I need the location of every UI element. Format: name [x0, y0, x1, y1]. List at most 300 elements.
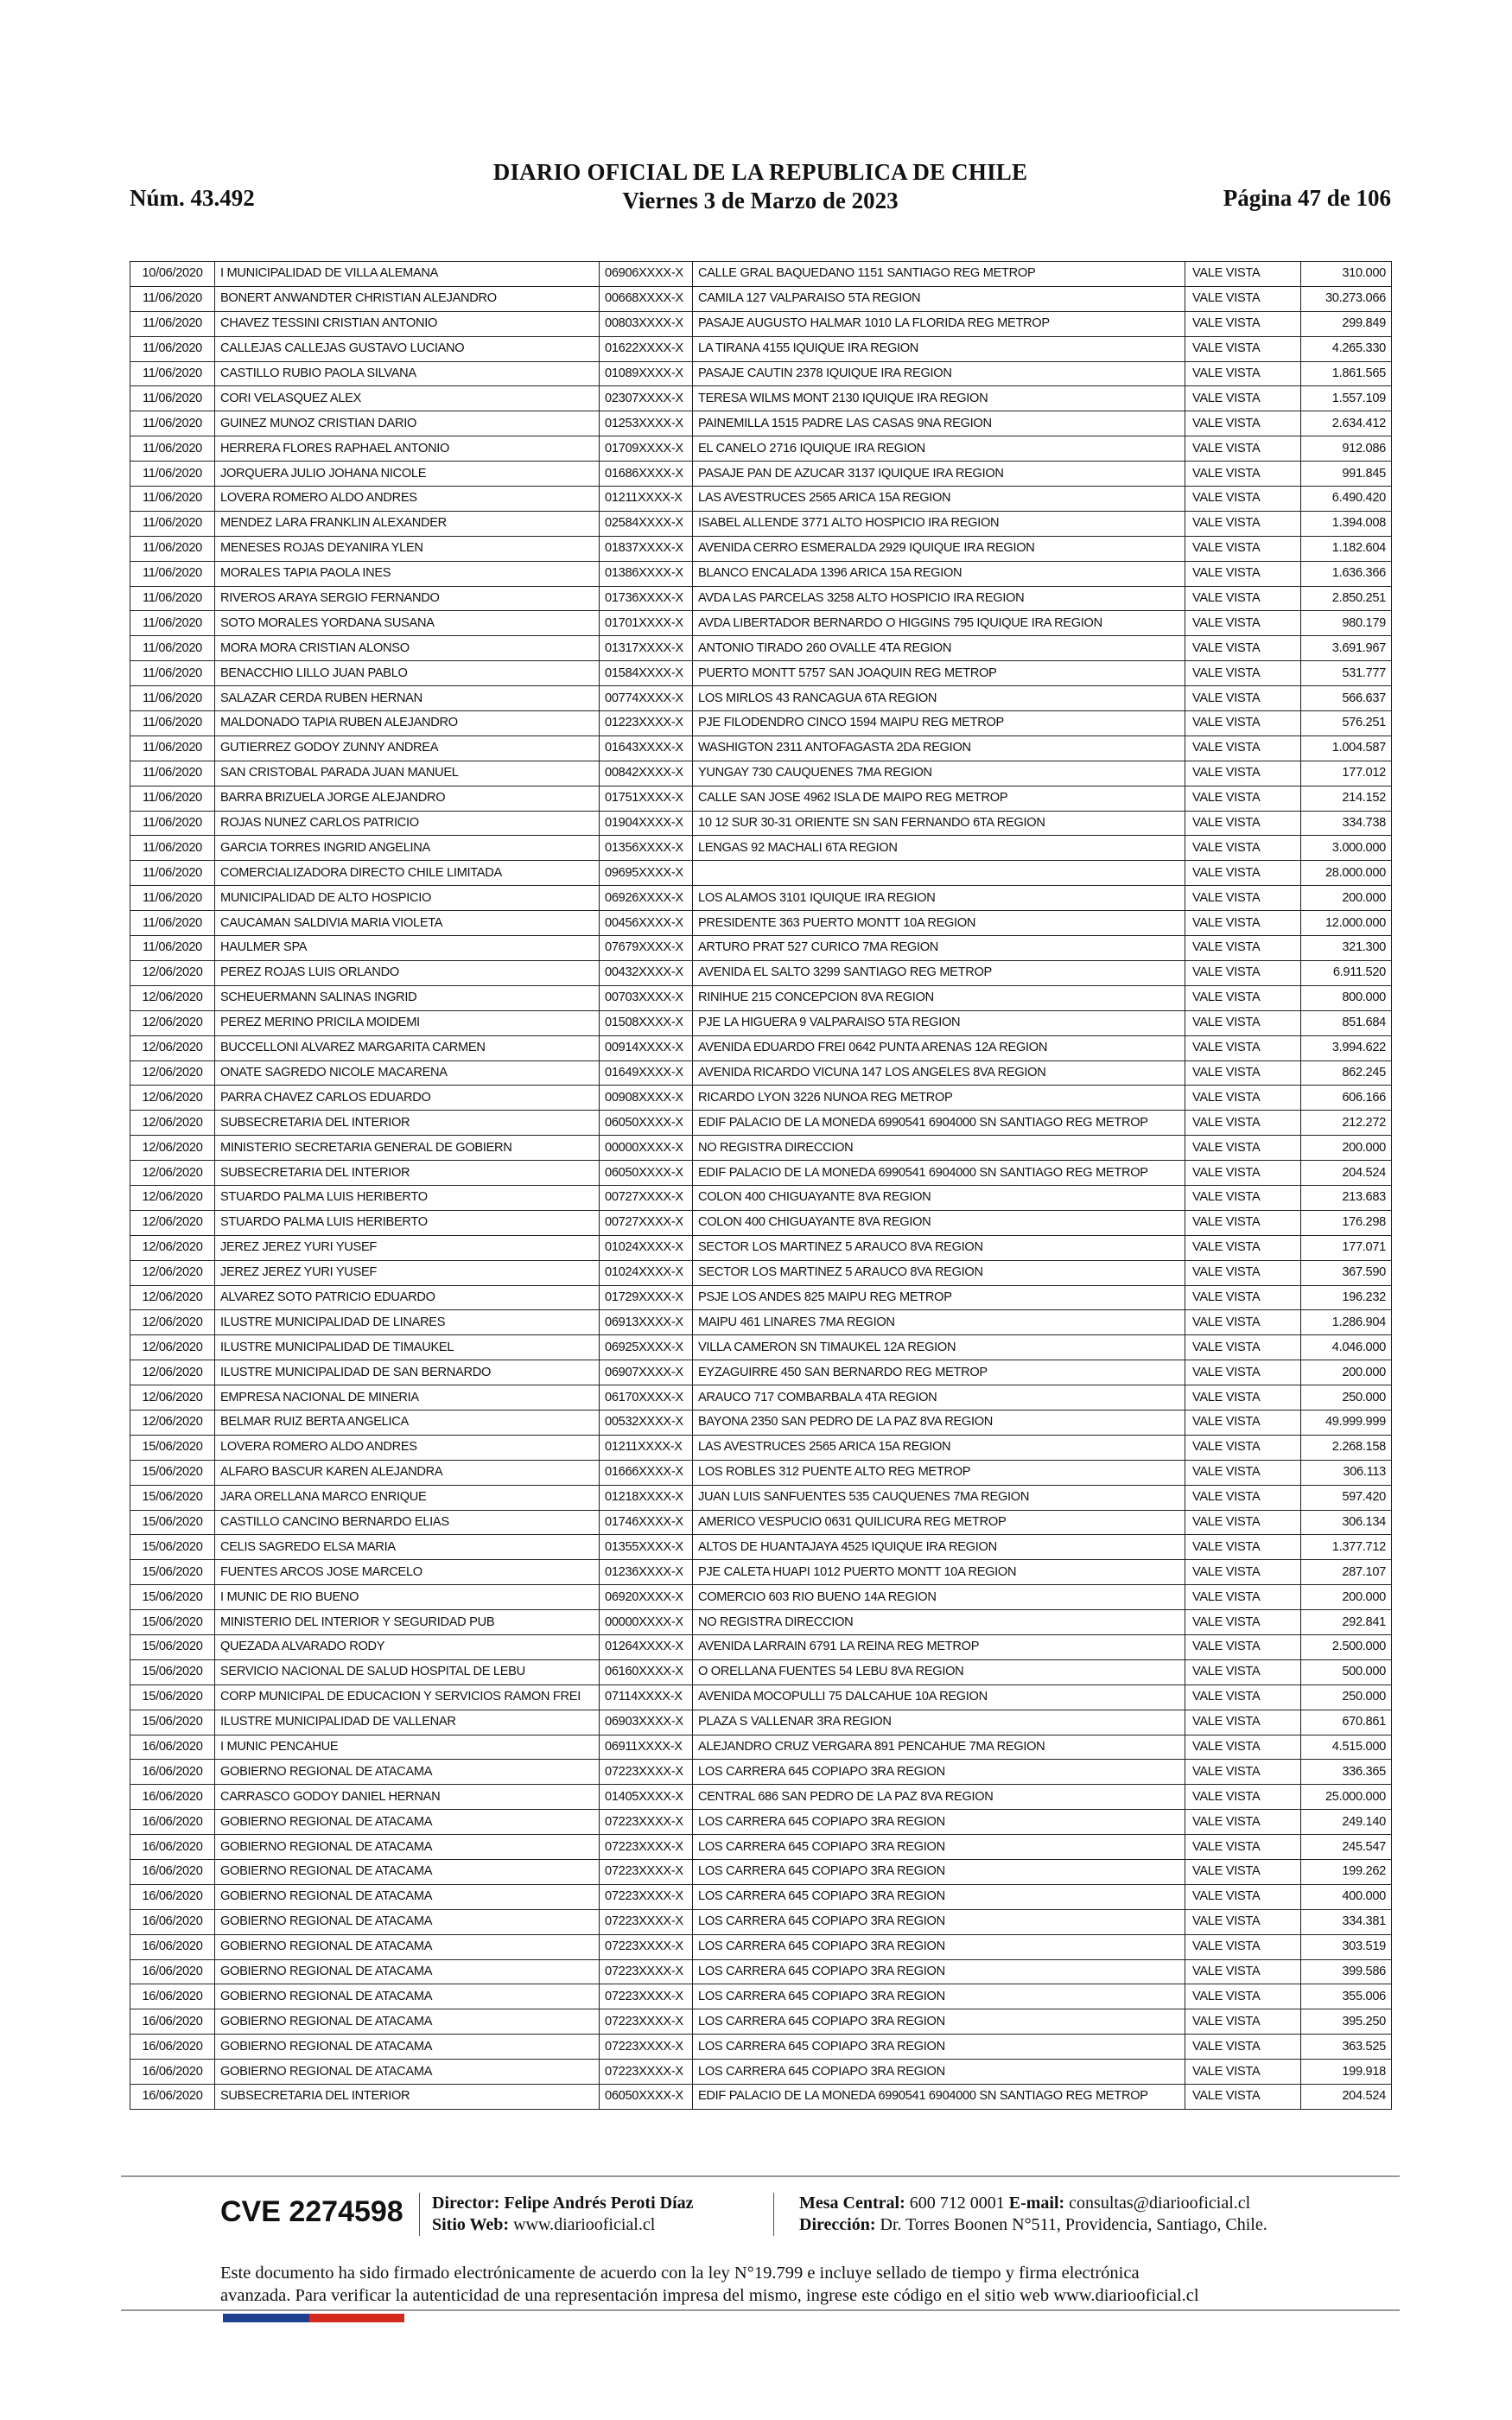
rut-cell: 01024XXXX-X: [600, 1235, 693, 1260]
payee-name-cell: GOBIERNO REGIONAL DE ATACAMA: [215, 1810, 600, 1835]
address-cell: ARTURO PRAT 527 CURICO 7MA REGION: [693, 936, 1185, 961]
table-row: [130, 2085, 1392, 2110]
table-row: [130, 336, 1392, 361]
address-cell: LOS CARRERA 645 COPIAPO 3RA REGION: [693, 1934, 1185, 1959]
payment-method-cell: VALE VISTA: [1185, 262, 1301, 287]
payment-method-cell: VALE VISTA: [1185, 611, 1301, 636]
amount-cell: 851.684: [1301, 1010, 1392, 1035]
table-row: [130, 985, 1392, 1010]
payment-method-cell: VALE VISTA: [1185, 1710, 1301, 1735]
flag-stripe-blue: [223, 2314, 309, 2322]
date-cell: 12/06/2020: [130, 985, 215, 1010]
table-row: [130, 761, 1392, 786]
date-cell: 11/06/2020: [130, 686, 215, 711]
amount-cell: 25.000.000: [1301, 1785, 1392, 1810]
payment-method-cell: VALE VISTA: [1185, 1410, 1301, 1435]
rut-cell: 02307XXXX-X: [600, 386, 693, 411]
issue-number: Núm. 43.492: [130, 185, 255, 211]
rut-cell: 06906XXXX-X: [600, 262, 693, 287]
rut-cell: 01584XXXX-X: [600, 661, 693, 686]
payee-name-cell: ILUSTRE MUNICIPALIDAD DE SAN BERNARDO: [215, 1360, 600, 1385]
amount-cell: 200.000: [1301, 1136, 1392, 1161]
address-cell: LAS AVESTRUCES 2565 ARICA 15A REGION: [693, 1435, 1185, 1460]
payment-method-cell: VALE VISTA: [1185, 1909, 1301, 1934]
address-cell: LENGAS 92 MACHALI 6TA REGION: [693, 836, 1185, 861]
rut-cell: 01405XXXX-X: [600, 1785, 693, 1810]
date-cell: 11/06/2020: [130, 487, 215, 512]
address-cell: [693, 861, 1185, 886]
payment-method-cell: VALE VISTA: [1185, 1086, 1301, 1111]
date-cell: 11/06/2020: [130, 761, 215, 786]
payee-name-cell: I MUNIC DE RIO BUENO: [215, 1585, 600, 1610]
address-cell: LOS ROBLES 312 PUENTE ALTO REG METROP: [693, 1460, 1185, 1485]
date-cell: 12/06/2020: [130, 960, 215, 985]
table-row: [130, 636, 1392, 661]
rut-cell: 01356XXXX-X: [600, 836, 693, 861]
amount-cell: 3.994.622: [1301, 1035, 1392, 1060]
payee-name-cell: ILUSTRE MUNICIPALIDAD DE TIMAUKEL: [215, 1335, 600, 1360]
cve-code: CVE 2274598: [220, 2195, 403, 2228]
address-cell: ANTONIO TIRADO 260 OVALLE 4TA REGION: [693, 636, 1185, 661]
date-cell: 11/06/2020: [130, 911, 215, 936]
footer-top-rule: [121, 2175, 1400, 2177]
payment-method-cell: VALE VISTA: [1185, 1959, 1301, 1984]
table-row: [130, 1884, 1392, 1909]
table-row: [130, 1210, 1392, 1235]
payee-name-cell: BELMAR RUIZ BERTA ANGELICA: [215, 1410, 600, 1435]
rut-cell: 01211XXXX-X: [600, 1435, 693, 1460]
payee-name-cell: COMERCIALIZADORA DIRECTO CHILE LIMITADA: [215, 861, 600, 886]
payment-method-cell: VALE VISTA: [1185, 1185, 1301, 1210]
table-row: [130, 1460, 1392, 1485]
amount-cell: 395.250: [1301, 2009, 1392, 2035]
payment-method-cell: VALE VISTA: [1185, 586, 1301, 611]
payment-method-cell: VALE VISTA: [1185, 1010, 1301, 1035]
amount-cell: 177.071: [1301, 1235, 1392, 1260]
date-cell: 11/06/2020: [130, 936, 215, 961]
payment-method-cell: VALE VISTA: [1185, 561, 1301, 586]
payment-method-cell: VALE VISTA: [1185, 2060, 1301, 2085]
rut-cell: 06160XXXX-X: [600, 1659, 693, 1684]
address-cell: EDIF PALACIO DE LA MONEDA 6990541 6904000 SN SANTIAGO REG METROP: [693, 2085, 1185, 2110]
amount-cell: 597.420: [1301, 1485, 1392, 1510]
amount-cell: 1.377.712: [1301, 1535, 1392, 1560]
payment-method-cell: VALE VISTA: [1185, 1835, 1301, 1860]
date-cell: 15/06/2020: [130, 1460, 215, 1485]
payee-name-cell: GUINEZ MUNOZ CRISTIAN DARIO: [215, 411, 600, 436]
payment-method-cell: VALE VISTA: [1185, 1310, 1301, 1335]
rut-cell: 07223XXXX-X: [600, 1810, 693, 1835]
address-cell: CAMILA 127 VALPARAISO 5TA REGION: [693, 286, 1185, 311]
payment-method-cell: VALE VISTA: [1185, 1884, 1301, 1909]
payee-name-cell: I MUNICIPALIDAD DE VILLA ALEMANA: [215, 262, 600, 287]
date-cell: 15/06/2020: [130, 1560, 215, 1585]
amount-cell: 334.738: [1301, 811, 1392, 836]
rut-cell: 06913XXXX-X: [600, 1310, 693, 1335]
table-row: [130, 1610, 1392, 1635]
payee-name-cell: SUBSECRETARIA DEL INTERIOR: [215, 2085, 600, 2110]
rut-cell: 01253XXXX-X: [600, 411, 693, 436]
amount-cell: 306.113: [1301, 1460, 1392, 1485]
amount-cell: 177.012: [1301, 761, 1392, 786]
payee-name-cell: BONERT ANWANDTER CHRISTIAN ALEJANDRO: [215, 286, 600, 311]
table-row: [130, 561, 1392, 586]
date-cell: 16/06/2020: [130, 2060, 215, 2085]
table-row: [130, 1710, 1392, 1735]
rut-cell: 00456XXXX-X: [600, 911, 693, 936]
table-row: [130, 1659, 1392, 1684]
payee-name-cell: BUCCELLONI ALVAREZ MARGARITA CARMEN: [215, 1035, 600, 1060]
table-row: [130, 411, 1392, 436]
payee-name-cell: RIVEROS ARAYA SERGIO FERNANDO: [215, 586, 600, 611]
amount-cell: 199.262: [1301, 1860, 1392, 1885]
payee-name-cell: GOBIERNO REGIONAL DE ATACAMA: [215, 1884, 600, 1909]
payee-name-cell: CASTILLO RUBIO PAOLA SILVANA: [215, 361, 600, 386]
payment-method-cell: VALE VISTA: [1185, 736, 1301, 761]
amount-cell: 576.251: [1301, 711, 1392, 736]
legal-line: Este documento ha sido firmado electrónicamente de acuerdo con la ley N°19.799 e incluye sellado de tiempo y firma electrónica: [220, 2264, 1140, 2283]
table-row: [130, 262, 1392, 287]
address-cell: LOS CARRERA 645 COPIAPO 3RA REGION: [693, 1760, 1185, 1785]
address-cell: WASHIGTON 2311 ANTOFAGASTA 2DA REGION: [693, 736, 1185, 761]
table-row: [130, 1510, 1392, 1535]
payment-method-cell: VALE VISTA: [1185, 1210, 1301, 1235]
table-row: [130, 1684, 1392, 1710]
date-cell: 11/06/2020: [130, 361, 215, 386]
amount-cell: 991.845: [1301, 462, 1392, 487]
amount-cell: 2.850.251: [1301, 586, 1392, 611]
masthead: [130, 159, 1391, 214]
table-row: [130, 1235, 1392, 1260]
payment-method-cell: VALE VISTA: [1185, 786, 1301, 811]
address-cell: AVENIDA EDUARDO FREI 0642 PUNTA ARENAS 12A REGION: [693, 1035, 1185, 1060]
payee-name-cell: SAN CRISTOBAL PARADA JUAN MANUEL: [215, 761, 600, 786]
payee-name-cell: PEREZ ROJAS LUIS ORLANDO: [215, 960, 600, 985]
payment-method-cell: VALE VISTA: [1185, 1260, 1301, 1285]
rut-cell: 01386XXXX-X: [600, 561, 693, 586]
date-cell: 11/06/2020: [130, 786, 215, 811]
payment-method-cell: VALE VISTA: [1185, 1560, 1301, 1585]
payee-name-cell: CELIS SAGREDO ELSA MARIA: [215, 1535, 600, 1560]
payee-name-cell: SERVICIO NACIONAL DE SALUD HOSPITAL DE LEBU: [215, 1659, 600, 1684]
amount-cell: 30.273.066: [1301, 286, 1392, 311]
rut-cell: 01904XXXX-X: [600, 811, 693, 836]
table-row: [130, 1285, 1392, 1310]
address-label: Dirección:: [799, 2215, 876, 2234]
amount-cell: 399.586: [1301, 1959, 1392, 1984]
rut-cell: 06925XXXX-X: [600, 1335, 693, 1360]
rut-cell: 07223XXXX-X: [600, 1860, 693, 1885]
date-cell: 16/06/2020: [130, 1934, 215, 1959]
payment-method-cell: VALE VISTA: [1185, 1136, 1301, 1161]
amount-cell: 4.046.000: [1301, 1335, 1392, 1360]
table-row: [130, 586, 1392, 611]
rut-cell: 06920XXXX-X: [600, 1585, 693, 1610]
table-row: [130, 836, 1392, 861]
payment-method-cell: VALE VISTA: [1185, 1161, 1301, 1186]
table-row: [130, 462, 1392, 487]
payee-name-cell: STUARDO PALMA LUIS HERIBERTO: [215, 1210, 600, 1235]
payee-name-cell: GOBIERNO REGIONAL DE ATACAMA: [215, 1860, 600, 1885]
address-cell: ARAUCO 717 COMBARBALA 4TA REGION: [693, 1385, 1185, 1411]
amount-cell: 303.519: [1301, 1934, 1392, 1959]
payee-name-cell: BARRA BRIZUELA JORGE ALEJANDRO: [215, 786, 600, 811]
amount-cell: 670.861: [1301, 1710, 1392, 1735]
payment-method-cell: VALE VISTA: [1185, 1485, 1301, 1510]
payee-name-cell: CASTILLO CANCINO BERNARDO ELIAS: [215, 1510, 600, 1535]
payment-method-cell: VALE VISTA: [1185, 487, 1301, 512]
amount-cell: 249.140: [1301, 1810, 1392, 1835]
payment-method-cell: VALE VISTA: [1185, 1435, 1301, 1460]
payment-method-cell: VALE VISTA: [1185, 1810, 1301, 1835]
amount-cell: 250.000: [1301, 1385, 1392, 1411]
payee-name-cell: GOBIERNO REGIONAL DE ATACAMA: [215, 1959, 600, 1984]
address-cell: EDIF PALACIO DE LA MONEDA 6990541 6904000 SN SANTIAGO REG METROP: [693, 1161, 1185, 1186]
payment-method-cell: VALE VISTA: [1185, 811, 1301, 836]
date-cell: 12/06/2020: [130, 1210, 215, 1235]
amount-cell: 213.683: [1301, 1185, 1392, 1210]
payee-name-cell: FUENTES ARCOS JOSE MARCELO: [215, 1560, 600, 1585]
table-row: [130, 487, 1392, 512]
payee-name-cell: JEREZ JEREZ YURI YUSEF: [215, 1260, 600, 1285]
web-link[interactable]: www.diariooficial.cl: [513, 2215, 656, 2234]
payment-method-cell: VALE VISTA: [1185, 1235, 1301, 1260]
address-cell: AVENIDA CERRO ESMERALDA 2929 IQUIQUE IRA REGION: [693, 536, 1185, 561]
payee-name-cell: MUNICIPALIDAD DE ALTO HOSPICIO: [215, 886, 600, 911]
payment-method-cell: VALE VISTA: [1185, 462, 1301, 487]
date-cell: 16/06/2020: [130, 2009, 215, 2035]
rut-cell: 06926XXXX-X: [600, 886, 693, 911]
payee-name-cell: ILUSTRE MUNICIPALIDAD DE VALLENAR: [215, 1710, 600, 1735]
date-cell: 12/06/2020: [130, 1161, 215, 1186]
date-cell: 15/06/2020: [130, 1485, 215, 1510]
address-value: Dr. Torres Boonen N°511, Providencia, Santiago, Chile.: [880, 2215, 1267, 2234]
payment-method-cell: VALE VISTA: [1185, 1460, 1301, 1485]
payee-name-cell: SALAZAR CERDA RUBEN HERNAN: [215, 686, 600, 711]
date-cell: 11/06/2020: [130, 511, 215, 536]
payment-method-cell: VALE VISTA: [1185, 1335, 1301, 1360]
amount-cell: 204.524: [1301, 1161, 1392, 1186]
phone-label: Mesa Central:: [799, 2194, 905, 2213]
table-row: [130, 1535, 1392, 1560]
payment-method-cell: VALE VISTA: [1185, 960, 1301, 985]
date-cell: 12/06/2020: [130, 1335, 215, 1360]
payee-name-cell: JORQUERA JULIO JOHANA NICOLE: [215, 462, 600, 487]
payment-method-cell: VALE VISTA: [1185, 286, 1301, 311]
payee-name-cell: GARCIA TORRES INGRID ANGELINA: [215, 836, 600, 861]
payment-method-cell: VALE VISTA: [1185, 1360, 1301, 1385]
payee-name-cell: MENESES ROJAS DEYANIRA YLEN: [215, 536, 600, 561]
web-label: Sitio Web:: [432, 2215, 510, 2234]
payee-name-cell: JARA ORELLANA MARCO ENRIQUE: [215, 1485, 600, 1510]
date-cell: 16/06/2020: [130, 1760, 215, 1785]
rut-cell: 07223XXXX-X: [600, 2060, 693, 2085]
payment-method-cell: VALE VISTA: [1185, 2085, 1301, 2110]
rut-cell: 07223XXXX-X: [600, 1934, 693, 1959]
rut-cell: 00914XXXX-X: [600, 1035, 693, 1060]
address-cell: LOS CARRERA 645 COPIAPO 3RA REGION: [693, 2060, 1185, 2085]
date-cell: 11/06/2020: [130, 836, 215, 861]
payee-name-cell: GUTIERREZ GODOY ZUNNY ANDREA: [215, 736, 600, 761]
amount-cell: 363.525: [1301, 2035, 1392, 2060]
rut-cell: 06907XXXX-X: [600, 1360, 693, 1385]
rut-cell: 06050XXXX-X: [600, 2085, 693, 2110]
table-row: [130, 786, 1392, 811]
date-cell: 12/06/2020: [130, 1010, 215, 1035]
payments-table-body: [130, 262, 1392, 2110]
payee-name-cell: ILUSTRE MUNICIPALIDAD DE LINARES: [215, 1310, 600, 1335]
amount-cell: 1.182.604: [1301, 536, 1392, 561]
payment-method-cell: VALE VISTA: [1185, 1510, 1301, 1535]
table-row: [130, 2009, 1392, 2035]
date-cell: 12/06/2020: [130, 1136, 215, 1161]
address-cell: SECTOR LOS MARTINEZ 5 ARAUCO 8VA REGION: [693, 1235, 1185, 1260]
payee-name-cell: MORA MORA CRISTIAN ALONSO: [215, 636, 600, 661]
address-cell: BLANCO ENCALADA 1396 ARICA 15A REGION: [693, 561, 1185, 586]
date-cell: 11/06/2020: [130, 861, 215, 886]
amount-cell: 3.000.000: [1301, 836, 1392, 861]
payment-method-cell: VALE VISTA: [1185, 1785, 1301, 1810]
table-row: [130, 1835, 1392, 1860]
payment-method-cell: VALE VISTA: [1185, 1610, 1301, 1635]
payee-name-cell: SUBSECRETARIA DEL INTERIOR: [215, 1111, 600, 1136]
payment-method-cell: VALE VISTA: [1185, 1934, 1301, 1959]
rut-cell: 01317XXXX-X: [600, 636, 693, 661]
address-cell: LOS CARRERA 645 COPIAPO 3RA REGION: [693, 1959, 1185, 1984]
rut-cell: 01751XXXX-X: [600, 786, 693, 811]
amount-cell: 2.500.000: [1301, 1634, 1392, 1659]
rut-cell: 01746XXXX-X: [600, 1510, 693, 1535]
rut-cell: 01701XXXX-X: [600, 611, 693, 636]
date-cell: 16/06/2020: [130, 1785, 215, 1810]
payee-name-cell: ROJAS NUNEZ CARLOS PATRICIO: [215, 811, 600, 836]
address-cell: TERESA WILMS MONT 2130 IQUIQUE IRA REGION: [693, 386, 1185, 411]
address-cell: LAS AVESTRUCES 2565 ARICA 15A REGION: [693, 487, 1185, 512]
date-cell: 12/06/2020: [130, 1235, 215, 1260]
legal-line: avanzada. Para verificar la autenticidad de una representación impresa del mismo, ingrese este código en el sitio web www.diariooficial.cl: [220, 2286, 1199, 2305]
address-cell: EYZAGUIRRE 450 SAN BERNARDO REG METROP: [693, 1360, 1185, 1385]
payee-name-cell: BENACCHIO LILLO JUAN PABLO: [215, 661, 600, 686]
address-cell: PUERTO MONTT 5757 SAN JOAQUIN REG METROP: [693, 661, 1185, 686]
rut-cell: 01211XXXX-X: [600, 487, 693, 512]
date-cell: 11/06/2020: [130, 436, 215, 462]
amount-cell: 287.107: [1301, 1560, 1392, 1585]
rut-cell: 01089XXXX-X: [600, 361, 693, 386]
address-cell: LOS CARRERA 645 COPIAPO 3RA REGION: [693, 1984, 1185, 2009]
amount-cell: 980.179: [1301, 611, 1392, 636]
table-row: [130, 736, 1392, 761]
payee-name-cell: CAUCAMAN SALDIVIA MARIA VIOLETA: [215, 911, 600, 936]
table-row: [130, 511, 1392, 536]
table-row: [130, 1111, 1392, 1136]
date-cell: 12/06/2020: [130, 1410, 215, 1435]
table-row: [130, 1984, 1392, 2009]
amount-cell: 1.861.565: [1301, 361, 1392, 386]
address-cell: CALLE GRAL BAQUEDANO 1151 SANTIAGO REG METROP: [693, 262, 1185, 287]
address-cell: NO REGISTRA DIRECCION: [693, 1610, 1185, 1635]
payment-method-cell: VALE VISTA: [1185, 1035, 1301, 1060]
table-row: [130, 2035, 1392, 2060]
amount-cell: 306.134: [1301, 1510, 1392, 1535]
address-cell: CALLE SAN JOSE 4962 ISLA DE MAIPO REG METROP: [693, 786, 1185, 811]
date-cell: 12/06/2020: [130, 1086, 215, 1111]
amount-cell: 6.911.520: [1301, 960, 1392, 985]
date-cell: 11/06/2020: [130, 411, 215, 436]
payee-name-cell: GOBIERNO REGIONAL DE ATACAMA: [215, 2009, 600, 2035]
payee-name-cell: GOBIERNO REGIONAL DE ATACAMA: [215, 1760, 600, 1785]
rut-cell: 07223XXXX-X: [600, 1909, 693, 1934]
publication-title: DIARIO OFICIAL DE LA REPUBLICA DE CHILE: [492, 159, 1028, 185]
rut-cell: 01736XXXX-X: [600, 586, 693, 611]
rut-cell: 01649XXXX-X: [600, 1060, 693, 1086]
address-cell: PAINEMILLA 1515 PADRE LAS CASAS 9NA REGION: [693, 411, 1185, 436]
payment-method-cell: VALE VISTA: [1185, 436, 1301, 462]
amount-cell: 310.000: [1301, 262, 1392, 287]
payee-name-cell: GOBIERNO REGIONAL DE ATACAMA: [215, 1835, 600, 1860]
payee-name-cell: CALLEJAS CALLEJAS GUSTAVO LUCIANO: [215, 336, 600, 361]
rut-cell: 01236XXXX-X: [600, 1560, 693, 1585]
rut-cell: 00908XXXX-X: [600, 1086, 693, 1111]
date-cell: 15/06/2020: [130, 1610, 215, 1635]
address-cell: LOS CARRERA 645 COPIAPO 3RA REGION: [693, 1810, 1185, 1835]
amount-cell: 400.000: [1301, 1884, 1392, 1909]
payment-method-cell: VALE VISTA: [1185, 636, 1301, 661]
payment-method-cell: VALE VISTA: [1185, 1860, 1301, 1885]
table-row: [130, 2060, 1392, 2085]
payment-method-cell: VALE VISTA: [1185, 1659, 1301, 1684]
payee-name-cell: JEREZ JEREZ YURI YUSEF: [215, 1235, 600, 1260]
payee-name-cell: CARRASCO GODOY DANIEL HERNAN: [215, 1785, 600, 1810]
payment-method-cell: VALE VISTA: [1185, 711, 1301, 736]
table-row: [130, 661, 1392, 686]
date-cell: 11/06/2020: [130, 536, 215, 561]
table-row: [130, 1810, 1392, 1835]
amount-cell: 1.286.904: [1301, 1310, 1392, 1335]
address-cell: PSJE LOS ANDES 825 MAIPU REG METROP: [693, 1285, 1185, 1310]
payment-method-cell: VALE VISTA: [1185, 936, 1301, 961]
amount-cell: 214.152: [1301, 786, 1392, 811]
payment-method-cell: VALE VISTA: [1185, 1760, 1301, 1785]
address-cell: PJE CALETA HUAPI 1012 PUERTO MONTT 10A REGION: [693, 1560, 1185, 1585]
payee-name-cell: EMPRESA NACIONAL DE MINERIA: [215, 1385, 600, 1411]
payee-name-cell: HAULMER SPA: [215, 936, 600, 961]
table-row: [130, 811, 1392, 836]
rut-cell: 09695XXXX-X: [600, 861, 693, 886]
payee-name-cell: I MUNIC PENCAHUE: [215, 1735, 600, 1760]
amount-cell: 176.298: [1301, 1210, 1392, 1235]
rut-cell: 01355XXXX-X: [600, 1535, 693, 1560]
payee-name-cell: SUBSECRETARIA DEL INTERIOR: [215, 1161, 600, 1186]
address-cell: LOS CARRERA 645 COPIAPO 3RA REGION: [693, 1884, 1185, 1909]
payee-name-cell: SCHEUERMANN SALINAS INGRID: [215, 985, 600, 1010]
rut-cell: 00803XXXX-X: [600, 311, 693, 336]
email-label: E-mail:: [1008, 2194, 1065, 2213]
table-row: [130, 1485, 1392, 1510]
address-cell: PLAZA S VALLENAR 3RA REGION: [693, 1710, 1185, 1735]
amount-cell: 2.634.412: [1301, 411, 1392, 436]
date-cell: 15/06/2020: [130, 1659, 215, 1684]
amount-cell: 334.381: [1301, 1909, 1392, 1934]
address-cell: AVENIDA RICARDO VICUNA 147 LOS ANGELES 8VA REGION: [693, 1060, 1185, 1086]
table-row: [130, 1634, 1392, 1659]
date-cell: 16/06/2020: [130, 1835, 215, 1860]
email-link[interactable]: consultas@diariooficial.cl: [1069, 2194, 1251, 2213]
rut-cell: 07114XXXX-X: [600, 1684, 693, 1710]
address-cell: AVENIDA MOCOPULLI 75 DALCAHUE 10A REGION: [693, 1684, 1185, 1710]
rut-cell: 07223XXXX-X: [600, 2035, 693, 2060]
payee-name-cell: QUEZADA ALVARADO RODY: [215, 1634, 600, 1659]
table-row: [130, 1860, 1392, 1885]
